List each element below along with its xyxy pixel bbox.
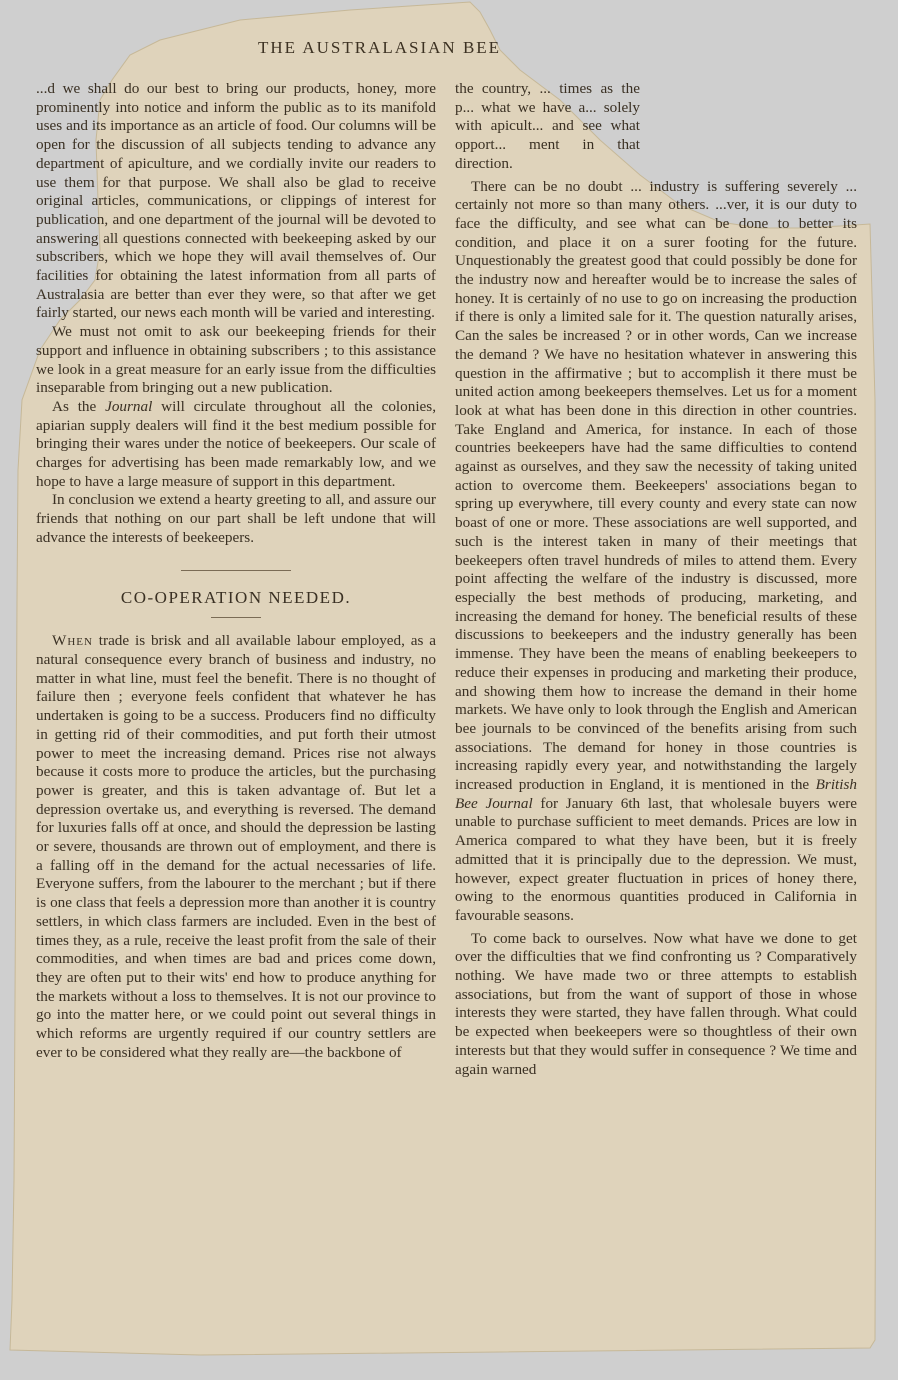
section-title: CO-OPERATION NEEDED. (120, 587, 352, 607)
left-column (36, 80, 436, 1062)
divider (211, 617, 261, 618)
ourselves-paragraph: To come back to ourselves. Now what have we done to get over the difficulties that we find confronting us ? Comparatively nothing. We have made two or three attempts to establish associations, but from the want of support of those in whose interests they were started, they have fallen through. What could be expected when beekeepers were so thoughtless of their own interests but that they would suffer in consequence ? We time and again warned (455, 929, 857, 1078)
running-header: THE AUSTRALASIAN BEE (258, 38, 502, 57)
journal-paragraph: As the Journal will circulate throughout all the colonies, apiarian supply dealers will find it the best medium possible for bringing their wares under the notice of beekeepers. Our scale of charges for advertising has been made remarkably low, and we hope to have a large measure of support in this department. (36, 397, 436, 490)
journal-italic: Journal (105, 397, 153, 415)
cooperation-paragraph: When trade is brisk and all available labour employed, as a natural consequence every branch of business and industry, no matter in what line, must feel the benefit. There is no thought of failure then ; everyone feels confident that whatever he has undertaken is going to be a success. Producers find no difficulty in getting rid of their commodities, and put forth their utmost power to meet the increasing demand. Prices rise not always because it costs more to produce the articles, but the purchasing power is greater, and this is taken advantage of. But let a depression overtake us, and everything is reversed. The demand for luxuries falls off at once, and should the depression be lasting or severe, thousands are thrown out of employment, and there is a falling off in the demand for the actual necessaries of life. Everyone suffers, from the labourer to the merchant ; but if there is one class that feels a depression more than another it is country settlers, in which class farmers are included. Even in the best of times they, as a rule, receive the least profit from the sale of their commodities, and when times are bad and prices come down, they are often put to their wits' end how to produce anything for the markets without a loss to themselves. It is not our province to go into the matter here, or we could point out several things in which reforms are urgently required if our country settlers are ever to be considered what they really are—the backbone of (36, 632, 436, 1061)
support-paragraph: We must not omit to ask our beekeeping friends for their support and influence in obtaining subscribers ; to this assistance we look in a great measure for an early issue from the difficulties inseparable from bringing out a new publication. (36, 323, 436, 397)
right-column (455, 80, 857, 1079)
intro-paragraph: ...d we shall do our best to bring our products, honey, more prominently into notice and inform the public as to its manifold uses and its importance as an article of food. Our columns will be open for the discussion of all subjects tending to advance any department of apiculture, and we cordially invite our readers to use them for that purpose. We shall also be glad to receive original articles, communications, or clippings of interest for publication, and one department of the journal will be devoted to answering all questions connected with beekeeping asked by our subscribers, which we hope they will avail themselves of. Our facilities for obtaining the latest information from all parts of Australasia are better than ever they were, so that after we get fairly started, our news each month will be varied and interesting. (36, 80, 436, 322)
torn-top-paragraph: the country, ... times as the p... what we have a... solely with apicult... and see what opport... ment in that direction. (455, 80, 640, 172)
conclusion-paragraph: In conclusion we extend a hearty greeting to all, and assure our friends that nothing on our part shall be left undone that will advance the interests of beekeepers. (36, 491, 436, 546)
industry-paragraph: There can be no doubt ... industry is suffering severely ... certainly not more so than many others. ...ver, it is our duty to face the difficulty, and see what can be done to better its condition, and place it on a surer footing for the future. Unquestionably the greatest good that could possibly be done for the industry now and hereafter would be to increase the sales of honey. It is certainly of no use to go on increasing the production if there is only a limited sale for it. The question naturally arises, Can the sales be increased ? or in other words, Can we increase the demand ? We have no hesitation whatever in answering this question in the affirmative ; but to accomplish it there must be united action among beekeepers themselves. Let us for a moment look at what has been done in this direction in other countries. Take England and America, for instance. In each of those countries beekeepers have had the same difficulties to contend against as ourselves, and they saw the necessity of taking united action to overcome them. Beekeepers' associations began to spring up everywhere, till every county and every state can now boast of one or more. These associations are well supported, and such is the interest taken in many of their meetings that beekeepers often travel hundreds of miles to attend them. Every point affecting the welfare of the industry is discussed, more especially the best methods of producing, marketing, and increasing the demand for honey. The beneficial results of these discussions to beekeepers and the industry generally has been immense. They have been the means of enabling beekeepers to reduce their expenses in producing and marketing their produce, and showing them how to increase the demand in their home markets. We have only to look through the English and American bee journals to be convinced of the benefits arising from such associations. The demand for honey in those countries is increasing rapidly every year, and notwithstanding the largely increased production in England, it is mentioned in the British Bee Journal for January 6th last, that wholesale buyers were unable to purchase sufficient to meet demands. Prices are low in America compared to what they have been, but it is freely admitted that it is principally due to the depression. We must, however, expect greater fluctuation in prices of honey there, owing to the enormous quantities produced in California in favourable seasons. (455, 177, 857, 924)
divider (181, 570, 291, 571)
